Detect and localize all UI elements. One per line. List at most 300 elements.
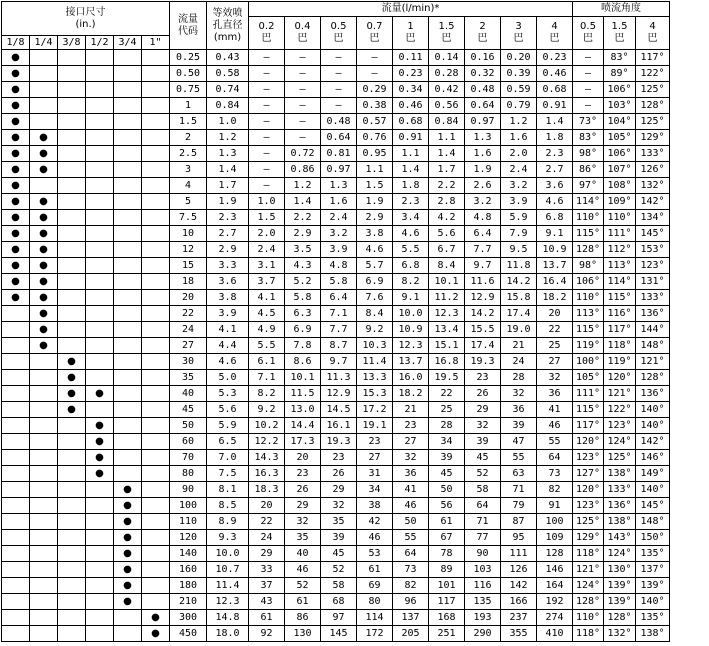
port-size-cell — [30, 530, 58, 546]
flow-value-cell: 29 — [321, 482, 357, 498]
flow-value-cell: 34 — [429, 434, 465, 450]
flow-value-cell: 11.2 — [429, 290, 465, 306]
spray-angle-cell: 97° — [573, 178, 604, 194]
flow-value-cell: 10.2 — [249, 418, 285, 434]
orifice-label-1: 等效喷 — [212, 7, 243, 19]
compatibility-dot-icon: ● — [123, 595, 132, 607]
flow-code-cell: 35 — [170, 370, 207, 386]
port-size-cell — [142, 578, 170, 594]
flow-value-cell: 47 — [501, 434, 537, 450]
flow-value-cell: 9.1 — [537, 226, 573, 242]
port-size-cell — [86, 210, 114, 226]
orifice-diameter-cell: 3.9 — [207, 306, 249, 322]
port-size-cell — [2, 402, 30, 418]
table-row — [2, 146, 670, 162]
port-size-cell — [142, 338, 170, 354]
port-size-unit: (in.) — [75, 18, 96, 30]
flow-value-cell: 4.3 — [285, 258, 321, 274]
flow-value-cell: 26 — [321, 466, 357, 482]
spray-angle-cell: 137° — [636, 562, 670, 578]
port-size-cell — [58, 434, 86, 450]
port-size-cell — [86, 226, 114, 242]
flow-value-cell: 12.3 — [429, 306, 465, 322]
flow-value-cell: 0.34 — [393, 82, 429, 98]
flow-code-cell: 30 — [170, 354, 207, 370]
table-row — [2, 418, 670, 434]
port-size-cell — [142, 594, 170, 610]
flow-value-cell: – — [285, 50, 321, 66]
flow-value-cell: 0.56 — [429, 98, 465, 114]
flow-value-cell: 137 — [393, 610, 429, 626]
port-size-cell — [114, 306, 142, 322]
flow-value-cell: 45 — [465, 450, 501, 466]
flow-value-cell: 7.7 — [465, 242, 501, 258]
spray-angle-cell: 145° — [636, 226, 670, 242]
spray-angle-cell: 125° — [604, 450, 636, 466]
flow-value-cell: 11.4 — [357, 354, 393, 370]
flow-value-cell: 6.8 — [537, 210, 573, 226]
flow-code-cell: 1 — [170, 98, 207, 114]
port-size-cell — [86, 434, 114, 450]
port-size-cell — [30, 194, 58, 210]
flow-value-cell: 0.91 — [537, 98, 573, 114]
flow-value-cell: 1.1 — [429, 130, 465, 146]
port-size-cell — [86, 450, 114, 466]
port-size-cell — [142, 322, 170, 338]
spray-angle-cell: 125° — [573, 514, 604, 530]
port-size-cell — [30, 386, 58, 402]
compatibility-dot-icon: ● — [123, 579, 132, 591]
flow-value-cell: 7.6 — [357, 290, 393, 306]
flow-value-cell: 23 — [393, 418, 429, 434]
flow-value-cell: 0.20 — [501, 50, 537, 66]
flow-value-cell: 5.2 — [285, 274, 321, 290]
flow-value-cell: 90 — [465, 546, 501, 562]
flow-value-cell: 23 — [465, 370, 501, 386]
flow-value-cell: 17.4 — [465, 338, 501, 354]
table-row — [2, 546, 670, 562]
port-size-cell — [86, 610, 114, 626]
flow-value-cell: 6.9 — [357, 274, 393, 290]
port-size-cell — [86, 178, 114, 194]
flow-value-cell: 27 — [357, 450, 393, 466]
flow-value-cell: 1.6 — [321, 194, 357, 210]
table-row — [2, 354, 670, 370]
flow-value-cell: 5.8 — [321, 274, 357, 290]
flow-value-cell: 12.9 — [465, 290, 501, 306]
port-size-cell — [86, 162, 114, 178]
flow-value-cell: 10.1 — [429, 274, 465, 290]
port-size-cell — [2, 146, 30, 162]
port-size-cell — [2, 242, 30, 258]
port-size-cell — [2, 418, 30, 434]
flow-value-cell: 9.2 — [249, 402, 285, 418]
flow-value-cell: 11.8 — [501, 258, 537, 274]
flow-value-cell: 7.1 — [321, 306, 357, 322]
flow-code-cell: 100 — [170, 498, 207, 514]
flow-value-cell: 16.0 — [393, 370, 429, 386]
pressure-value: 1.5 — [438, 21, 455, 32]
flow-value-cell: 42 — [357, 514, 393, 530]
port-size-cell — [30, 162, 58, 178]
flow-value-cell: 0.29 — [357, 82, 393, 98]
flow-value-cell: 6.4 — [321, 290, 357, 306]
orifice-diameter-cell: 8.9 — [207, 514, 249, 530]
port-size-cell — [58, 178, 86, 194]
port-size-cell — [114, 50, 142, 66]
flow-value-cell: 64 — [465, 498, 501, 514]
spray-angle-cell: – — [573, 50, 604, 66]
port-size-cell — [142, 226, 170, 242]
flow-value-cell: 192 — [537, 594, 573, 610]
table-row — [2, 450, 670, 466]
compatibility-dot-icon: ● — [123, 483, 132, 495]
flow-value-cell: 5.7 — [357, 258, 393, 274]
pressure-value: 4 — [551, 21, 558, 32]
spray-angle-cell: 89° — [604, 66, 636, 82]
flow-value-cell: 0.64 — [321, 130, 357, 146]
flow-code-cell: 4 — [170, 178, 207, 194]
table-row — [2, 402, 670, 418]
flow-value-cell: 14.4 — [285, 418, 321, 434]
port-size-cell — [2, 578, 30, 594]
flow-value-cell: 9.1 — [393, 290, 429, 306]
port-size-cell — [142, 130, 170, 146]
pressure-value: 0.7 — [366, 21, 383, 32]
port-size-cell — [142, 514, 170, 530]
flow-value-cell: 11.5 — [285, 386, 321, 402]
port-size-cell — [58, 162, 86, 178]
orifice-diameter-cell: 6.5 — [207, 434, 249, 450]
spray-angle-cell: 118° — [573, 546, 604, 562]
spray-angle-cell: 116° — [604, 306, 636, 322]
flow-value-cell: 11.3 — [321, 370, 357, 386]
flow-value-cell: 29 — [465, 402, 501, 418]
flow-rate-header: 流量(l/min)* — [249, 2, 573, 17]
port-size-cell — [142, 466, 170, 482]
flow-pressure-6 — [465, 17, 501, 50]
flow-value-cell: 19.1 — [357, 418, 393, 434]
port-size-cell — [30, 562, 58, 578]
compatibility-dot-icon: ● — [11, 163, 20, 175]
port-size-cell — [86, 594, 114, 610]
spray-angle-cell: 118° — [604, 338, 636, 354]
port-size-cell — [114, 514, 142, 530]
spray-angle-cell: 113° — [573, 306, 604, 322]
port-size-cell — [30, 146, 58, 162]
compatibility-dot-icon: ● — [11, 211, 20, 223]
compatibility-dot-icon: ● — [11, 243, 20, 255]
flow-value-cell: 55 — [501, 450, 537, 466]
flow-value-cell: 2.3 — [393, 194, 429, 210]
port-size-cell — [2, 162, 30, 178]
spray-angle-cell: 138° — [604, 514, 636, 530]
port-size-cell — [142, 370, 170, 386]
flow-code-cell: 20 — [170, 290, 207, 306]
flow-value-cell: 0.23 — [393, 66, 429, 82]
port-size-cell — [142, 274, 170, 290]
table-row — [2, 50, 670, 66]
port-size-cell — [30, 258, 58, 274]
flow-value-cell: 1.5 — [249, 210, 285, 226]
flow-value-cell: 64 — [393, 546, 429, 562]
port-size-cell — [30, 242, 58, 258]
port-size-cell — [114, 274, 142, 290]
spray-angle-cell: 122° — [636, 66, 670, 82]
spray-angle-cell: 106° — [604, 146, 636, 162]
port-size-cell — [114, 434, 142, 450]
spray-angle-cell: 121° — [604, 386, 636, 402]
flow-value-cell: 2.0 — [249, 226, 285, 242]
spray-angle-cell: 109° — [604, 194, 636, 210]
port-size-3: 1/2 — [86, 36, 114, 50]
port-size-cell — [58, 370, 86, 386]
spray-angle-cell: 135° — [636, 610, 670, 626]
flow-value-cell: 25 — [429, 402, 465, 418]
orifice-diameter-cell: 8.5 — [207, 498, 249, 514]
port-size-1: 1/4 — [30, 36, 58, 50]
flow-pressure-3 — [357, 17, 393, 50]
flow-value-cell: 0.97 — [321, 162, 357, 178]
flow-code-cell: 18 — [170, 274, 207, 290]
port-size-cell — [30, 626, 58, 642]
flow-value-cell: 0.59 — [501, 82, 537, 98]
flow-pressure-8 — [537, 17, 573, 50]
spray-angle-cell: 110° — [573, 210, 604, 226]
spray-angle-cell: 140° — [636, 594, 670, 610]
flow-value-cell: 10.1 — [285, 370, 321, 386]
port-size-cell — [58, 386, 86, 402]
port-size-cell — [86, 466, 114, 482]
spray-angle-cell: 98° — [573, 146, 604, 162]
angle-pressure-unit: 巴 — [583, 33, 593, 44]
flow-value-cell: 71 — [465, 514, 501, 530]
port-size-cell — [2, 546, 30, 562]
flow-value-cell: 24 — [501, 354, 537, 370]
flow-value-cell: 205 — [393, 626, 429, 642]
port-size-cell — [2, 530, 30, 546]
flow-value-cell: 19.3 — [465, 354, 501, 370]
port-size-cell — [142, 498, 170, 514]
spray-angle-cell: 83° — [604, 50, 636, 66]
spray-angle-cell: 115° — [573, 402, 604, 418]
table-row — [2, 66, 670, 82]
spray-angle-cell: 100° — [573, 354, 604, 370]
flow-value-cell: 168 — [429, 610, 465, 626]
spray-angle-cell: 106° — [604, 82, 636, 98]
flow-value-cell: 5.6 — [429, 226, 465, 242]
port-size-cell — [30, 498, 58, 514]
compatibility-dot-icon: ● — [39, 259, 48, 271]
spray-angle-cell: 139° — [636, 578, 670, 594]
orifice-diameter-cell: 3.3 — [207, 258, 249, 274]
port-size-cell — [2, 306, 30, 322]
port-size-cell — [2, 226, 30, 242]
port-size-cell — [30, 434, 58, 450]
flow-code-header — [170, 2, 207, 50]
flow-code-cell: 2 — [170, 130, 207, 146]
flow-value-cell: 1.5 — [357, 178, 393, 194]
orifice-diameter-cell: 5.6 — [207, 402, 249, 418]
flow-value-cell: 11.6 — [465, 274, 501, 290]
flow-value-cell: 193 — [465, 610, 501, 626]
flow-code-cell: 300 — [170, 610, 207, 626]
flow-value-cell: 1.2 — [285, 178, 321, 194]
flow-code-cell: 27 — [170, 338, 207, 354]
orifice-diameter-cell: 0.58 — [207, 66, 249, 82]
spray-angle-cell: 125° — [636, 114, 670, 130]
flow-value-cell: – — [285, 66, 321, 82]
port-size-cell — [142, 530, 170, 546]
port-size-cell — [86, 514, 114, 530]
flow-code-cell: 0.75 — [170, 82, 207, 98]
flow-code-cell: 180 — [170, 578, 207, 594]
port-size-cell — [114, 290, 142, 306]
port-size-cell — [86, 402, 114, 418]
port-size-cell — [58, 498, 86, 514]
port-size-cell — [58, 226, 86, 242]
flow-value-cell: 23 — [357, 434, 393, 450]
port-size-cell — [114, 594, 142, 610]
compatibility-dot-icon: ● — [39, 147, 48, 159]
port-size-cell — [86, 578, 114, 594]
flow-value-cell: 45 — [321, 546, 357, 562]
flow-code-cell: 10 — [170, 226, 207, 242]
flow-value-cell: 3.9 — [501, 194, 537, 210]
flow-value-cell: 39 — [321, 530, 357, 546]
port-size-cell — [86, 498, 114, 514]
port-size-cell — [114, 450, 142, 466]
port-size-cell — [2, 338, 30, 354]
port-size-cell — [142, 242, 170, 258]
port-size-cell — [58, 82, 86, 98]
spray-angle-cell: 125° — [636, 82, 670, 98]
port-size-cell — [114, 498, 142, 514]
flow-value-cell: 24 — [249, 530, 285, 546]
port-size-cell — [86, 354, 114, 370]
port-size-cell — [2, 130, 30, 146]
port-size-cell — [58, 306, 86, 322]
flow-value-cell: 77 — [465, 530, 501, 546]
flow-value-cell: – — [321, 98, 357, 114]
flow-value-cell: 50 — [429, 482, 465, 498]
flow-value-cell: 100 — [537, 514, 573, 530]
port-size-cell — [58, 562, 86, 578]
spray-angle-cell: 111° — [573, 386, 604, 402]
compatibility-dot-icon: ● — [39, 323, 48, 335]
port-size-cell — [30, 370, 58, 386]
flow-value-cell: 128 — [537, 546, 573, 562]
spray-angle-cell: 128° — [573, 242, 604, 258]
port-size-cell — [114, 466, 142, 482]
flow-value-cell: 4.8 — [321, 258, 357, 274]
port-size-cell — [142, 354, 170, 370]
port-size-cell — [58, 546, 86, 562]
flow-value-cell: 4.6 — [357, 242, 393, 258]
orifice-diameter-cell: 2.3 — [207, 210, 249, 226]
flow-value-cell: – — [249, 98, 285, 114]
flow-value-cell: 16.1 — [321, 418, 357, 434]
flow-value-cell: – — [285, 82, 321, 98]
table-row — [2, 482, 670, 498]
spray-angle-cell: 128° — [636, 370, 670, 386]
flow-value-cell: 0.68 — [393, 114, 429, 130]
flow-value-cell: 13.4 — [429, 322, 465, 338]
port-size-cell — [114, 482, 142, 498]
flow-code-cell: 210 — [170, 594, 207, 610]
spray-angle-cell: 134° — [636, 210, 670, 226]
spray-angle-header: 喷流角度 — [573, 2, 670, 17]
spray-angle-cell: 149° — [636, 466, 670, 482]
flow-value-cell: 2.2 — [429, 178, 465, 194]
compatibility-dot-icon: ● — [67, 403, 76, 415]
flow-value-cell: 15.8 — [501, 290, 537, 306]
flow-value-cell: 36 — [537, 386, 573, 402]
port-size-cell — [114, 210, 142, 226]
orifice-diameter-cell: 5.9 — [207, 418, 249, 434]
flow-value-cell: 12.2 — [249, 434, 285, 450]
orifice-label-2: 孔直径 — [212, 19, 243, 31]
flow-value-cell: 32 — [501, 386, 537, 402]
spray-angle-cell: 106° — [573, 274, 604, 290]
spray-angle-cell: 123° — [636, 258, 670, 274]
flow-value-cell: 69 — [357, 578, 393, 594]
flow-value-cell: 1.4 — [393, 162, 429, 178]
flow-value-cell: 58 — [465, 482, 501, 498]
spray-angle-cell: 117° — [573, 418, 604, 434]
port-size-cell — [142, 290, 170, 306]
nozzle-spec-table — [1, 1, 670, 642]
flow-value-cell: 14.3 — [249, 450, 285, 466]
port-size-cell — [86, 274, 114, 290]
orifice-diameter-cell: 1.3 — [207, 146, 249, 162]
flow-value-cell: 46 — [357, 530, 393, 546]
flow-value-cell: 8.2 — [249, 386, 285, 402]
flow-value-cell: 20 — [249, 498, 285, 514]
angle-pressure-unit: 巴 — [647, 33, 658, 44]
compatibility-dot-icon: ● — [39, 211, 48, 223]
flow-value-cell: 7.8 — [285, 338, 321, 354]
flow-value-cell: 9.7 — [321, 354, 357, 370]
spray-angle-cell: 110° — [604, 210, 636, 226]
flow-value-cell: 0.48 — [321, 114, 357, 130]
port-size-cell — [58, 482, 86, 498]
flow-value-cell: 13.3 — [357, 370, 393, 386]
flow-value-cell: 0.84 — [429, 114, 465, 130]
pressure-unit: 巴 — [333, 33, 344, 44]
flow-value-cell: 0.86 — [285, 162, 321, 178]
flow-value-cell: 116 — [465, 578, 501, 594]
spray-angle-cell: 110° — [573, 610, 604, 626]
flow-value-cell: 46 — [285, 562, 321, 578]
flow-value-cell: 40 — [285, 546, 321, 562]
spray-angle-cell: 124° — [604, 434, 636, 450]
compatibility-dot-icon: ● — [11, 83, 20, 95]
flow-value-cell: 39 — [465, 434, 501, 450]
port-size-cell — [142, 306, 170, 322]
pressure-value: 2 — [479, 21, 486, 32]
port-size-cell — [2, 274, 30, 290]
flow-pressure-5 — [429, 17, 465, 50]
flow-value-cell: 2.0 — [501, 146, 537, 162]
flow-value-cell: 4.6 — [393, 226, 429, 242]
flow-value-cell: 3.4 — [393, 210, 429, 226]
flow-value-cell: 82 — [537, 482, 573, 498]
orifice-diameter-cell: 7.0 — [207, 450, 249, 466]
flow-value-cell: 97 — [321, 610, 357, 626]
port-size-cell — [142, 610, 170, 626]
port-size-cell — [2, 386, 30, 402]
